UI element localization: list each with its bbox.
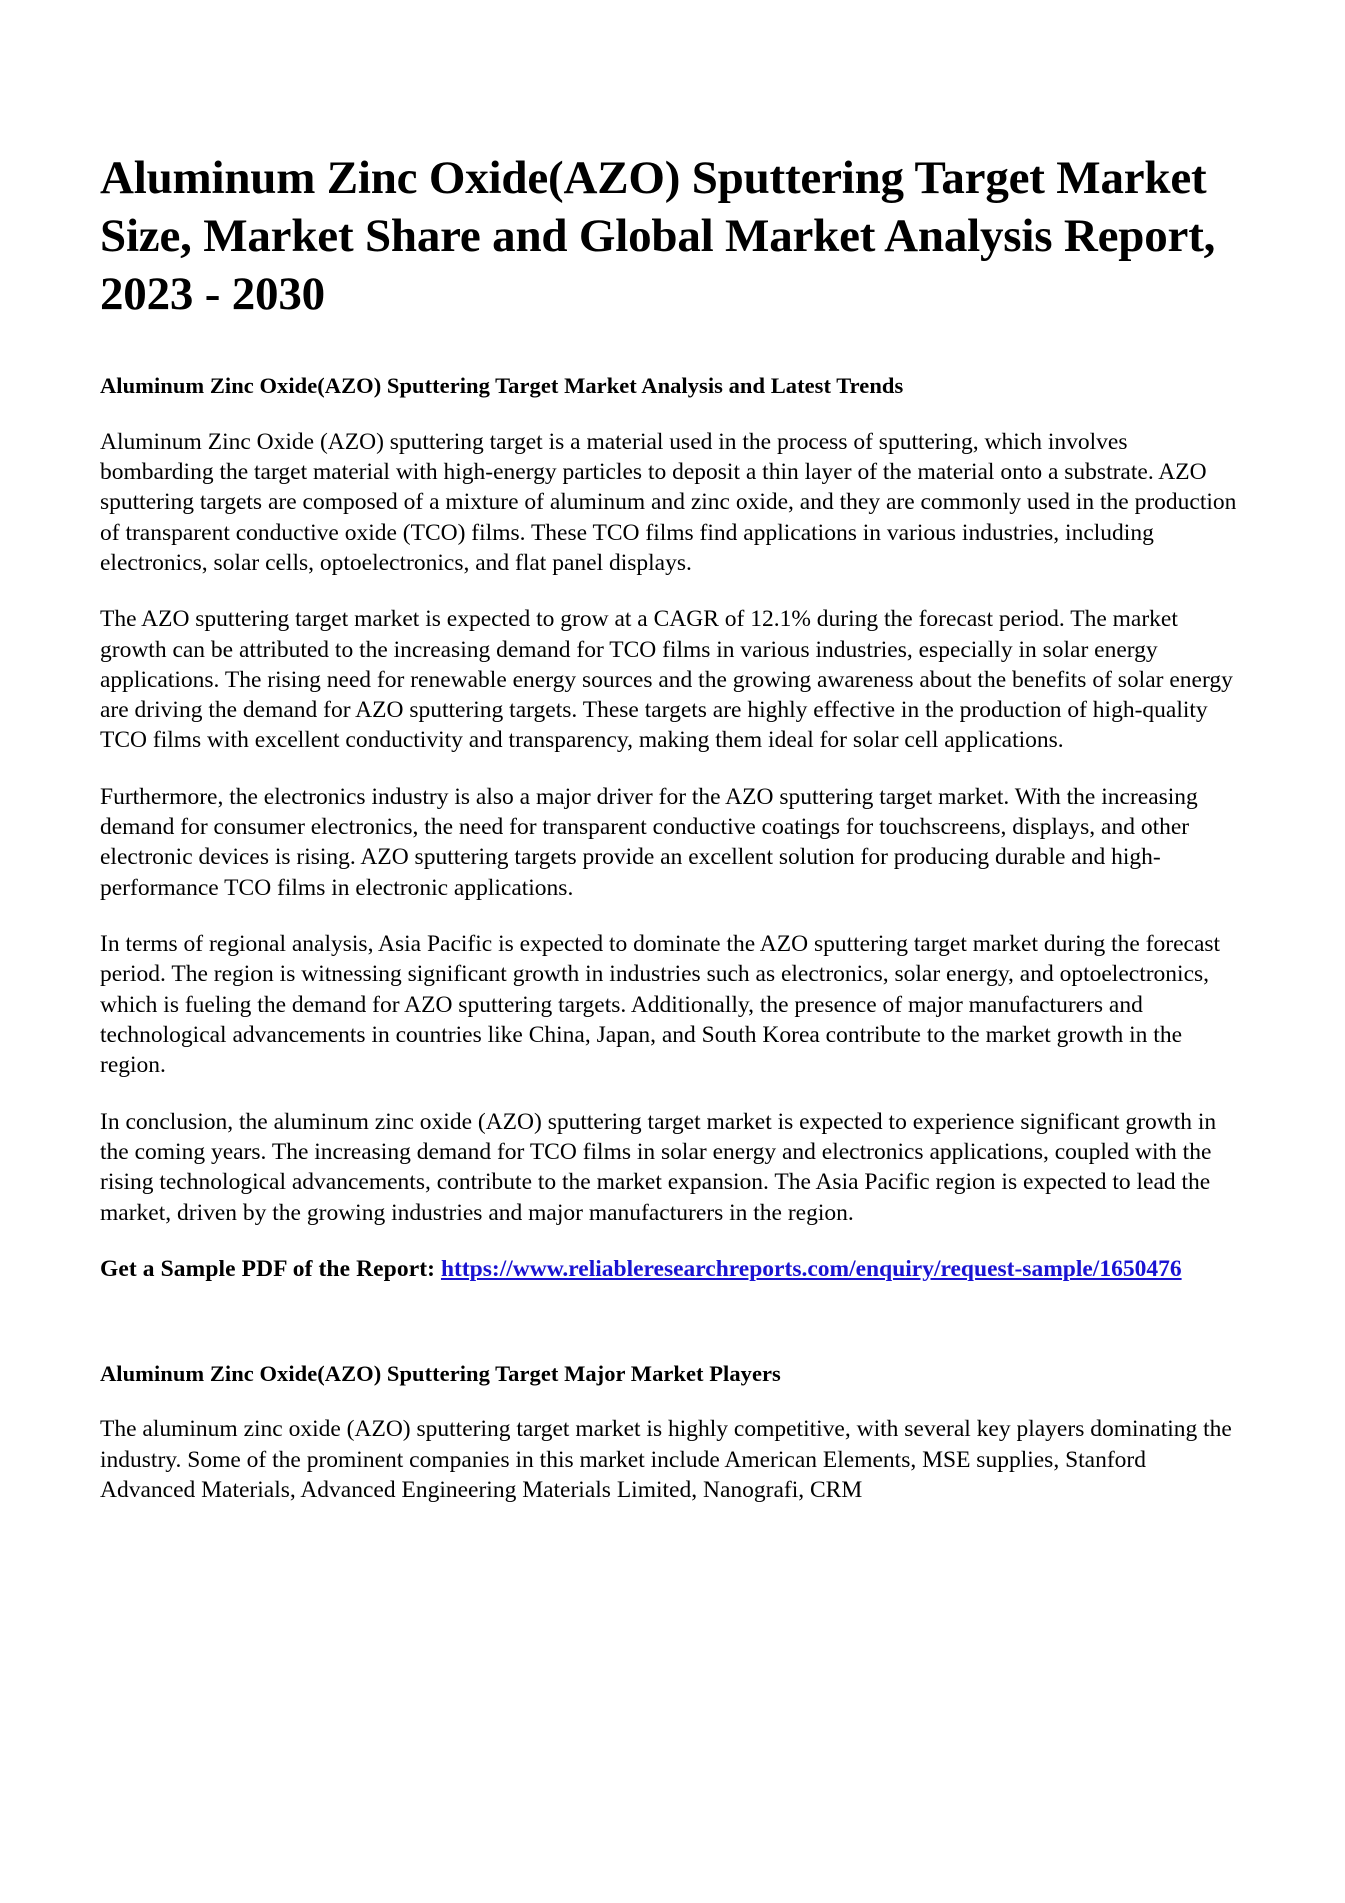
section-heading-market-analysis: Aluminum Zinc Oxide(AZO) Sputtering Target Market Analysis and Latest Trends — [100, 373, 904, 399]
paragraph-major-players: The aluminum zinc oxide (AZO) sputtering target market is highly competitive, with several key players dominating the industry. Some of the prominent companies in this market include American Elements, MSE supplies, Stanford Advanced Materials, Advanced Engineering Materials Limited, Nanografi, CRM — [100, 1416, 1232, 1503]
paragraph-electronics-driver: Furthermore, the electronics industry is also a major driver for the AZO sputtering target market. With the increasing demand for consumer electronics, the need for transparent conductive coatings for touchscreens, displays, and other electronic devices is rising. AZO sputtering targets provide an excellent solution for producing durable and high-performance TCO films in electronic applications. — [100, 783, 1198, 901]
section-spacer — [100, 1311, 1245, 1359]
page-title: Aluminum Zinc Oxide(AZO) Sputtering Target Market Size, Market Share and Global Market Analysis Report, 2023 - 2030 — [100, 152, 1216, 320]
paragraph-intro: Aluminum Zinc Oxide (AZO) sputtering target is a material used in the process of sputtering, which involves bombarding the target material with high-energy particles to deposit a thin layer of the material onto a substrate. AZO sputtering targets are composed of a mixture of aluminum and zinc oxide, and they are commonly used in the production of transparent conductive oxide (TCO) films. These TCO films find applications in various industries, including electronics, solar cells, optoelectronics, and flat panel displays. — [100, 428, 1237, 576]
section-heading-major-players: Aluminum Zinc Oxide(AZO) Sputtering Target Major Market Players — [100, 1361, 781, 1387]
paragraph-regional-analysis: In terms of regional analysis, Asia Pacific is expected to dominate the AZO sputtering target market during the forecast period. The region is witnessing significant growth in industries such as electronics, solar energy, and optoelectronics, which is fueling the demand for AZO sputtering targets. Additionally, the presence of major manufacturers and technological advancements in countries like China, Japan, and South Korea contribute to the market growth in the region. — [100, 931, 1221, 1079]
sample-pdf-label: Get a Sample PDF of the Report: — [100, 1255, 436, 1282]
sample-pdf-link[interactable]: https://www.reliableresearchreports.com/enquiry/request-sample/1650476 — [440, 1255, 1182, 1282]
sample-pdf-cta — [100, 1254, 1245, 1285]
paragraph-cagr-growth: The AZO sputtering target market is expected to grow at a CAGR of 12.1% during the forecast period. The market growth can be attributed to the increasing demand for TCO films in various industries, especially in solar energy applications. The rising need for renewable energy sources and the growing awareness about the benefits of solar energy are driving the demand for AZO sputtering targets. These targets are highly effective in the production of high-quality TCO films with excellent conductivity and transparency, making them ideal for solar cell applications. — [100, 606, 1233, 754]
paragraph-conclusion: In conclusion, the aluminum zinc oxide (AZO) sputtering target market is expected to experience significant growth in the coming years. The increasing demand for TCO films in solar energy and electronics applications, coupled with the rising technological advancements, contribute to the market expansion. The Asia Pacific region is expected to lead the market, driven by the growing industries and major manufacturers in the region. — [100, 1108, 1217, 1226]
